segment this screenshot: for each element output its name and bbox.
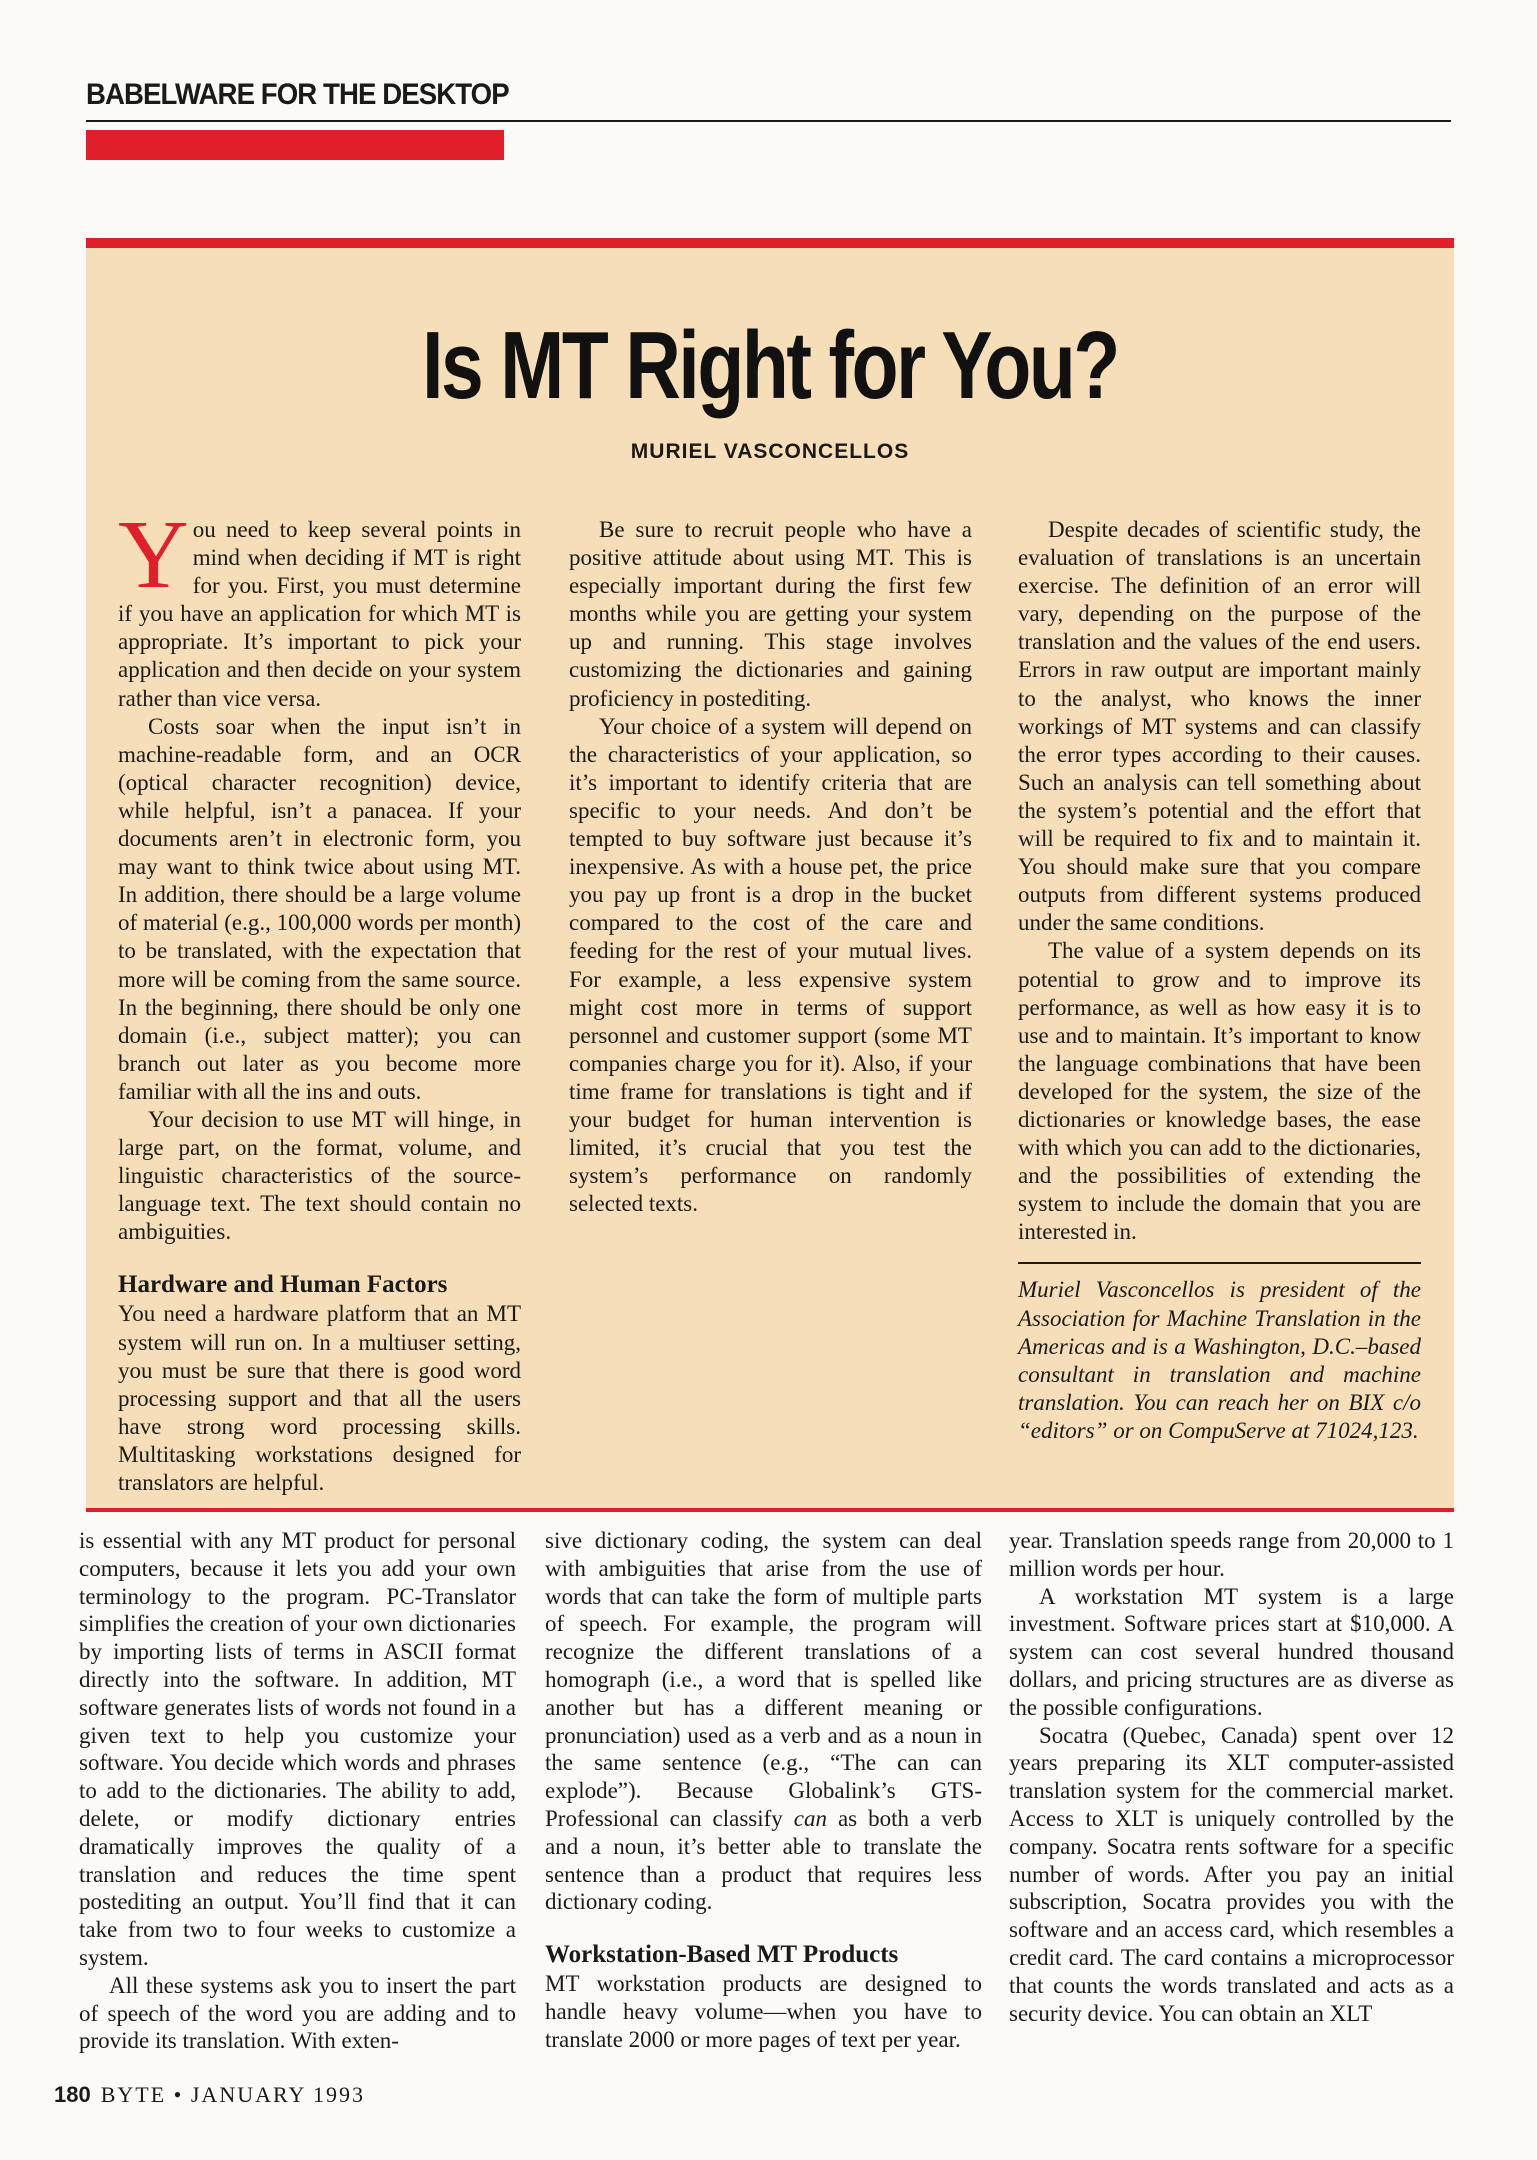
- body-paragraph: is essential with any MT product for personal computers, because it lets you add your own terminology to the program. PC-Translator simplifies the creation of your own dictionaries by importing lists of terms in ASCII format directly into the software. In addition, MT software generates lists of words not found in a given text to help you customize your software. You decide which words and phrases to add to the dictionaries. The ability to add, delete, or modify dictionary entries dramatically improves the quality of a translation and reduces the time spent postediting an output. You’ll find that it can take from two to four weeks to customize a system.: [79, 1528, 516, 1970]
- sidebar-paragraph: Costs soar when the input isn’t in machine-readable form, and an OCR (optical character recognition) device, while helpful, isn’t a panacea. If your documents aren’t in electronic form, you may want to think twice about using MT. In addition, there should be a large volume of material (e.g., 100,000 words per month) to be translated, with the expectation that more will be coming from the same source. In the beginning, there should be only one domain (i.e., subject matter); you can branch out later as you become more familiar with all the ins and outs.: [118, 713, 521, 1104]
- sidebar-paragraph: You need a hardware platform that an MT system will run on. In a multiuser setting, you must be sure that there is good word processing support and that all the users have strong word processing skills. Multitasking workstations designed for translators are helpful.: [118, 1301, 521, 1495]
- body-paragraph: All these systems ask you to insert the part of speech of the word you are adding and to provide its translation. With exten-: [79, 1972, 516, 2054]
- sidebar-paragraph: Your decision to use MT will hinge, in large part, on the format, volume, and linguistic characteristics of the source-language text. The text should contain no ambiguities.: [118, 1106, 521, 1245]
- magazine-name: BYTE: [100, 2082, 167, 2107]
- issue-date: JANUARY 1993: [190, 2082, 366, 2107]
- sidebar-box: [86, 238, 1454, 1512]
- sidebar-byline: MURIEL VASCONCELLOS: [630, 440, 910, 463]
- body-paragraph: Socatra (Quebec, Canada) spent over 12 years preparing its XLT computer-assisted translation system for the commercial market. Access to XLT is uniquely controlled by the company. Socatra rents software for a specific number of words. After you pay an initial subscription, Socatra provides you with the software and an access card, which resembles a credit card. The card contains a microprocessor that counts the words translated and acts as a security device. You can obtain an XLT: [1009, 1722, 1454, 2026]
- bio-divider: [1018, 1262, 1421, 1264]
- author-bio: Muriel Vasconcellos is president of the Association for Machine Translation in the Americas and is a Washington, D.C.–based consultant in translation and machine translation. You can reach her on BIX c/o “editors” or on CompuServe at 71024,123.: [1018, 1277, 1421, 1443]
- body-column-1: [79, 1527, 516, 2055]
- drop-cap: Y: [118, 501, 189, 609]
- sidebar-paragraph: Be sure to recruit people who have a positive attitude about using MT. This is especially important during the first few months while you are getting your system up and running. This stage involves customizing the dictionaries and gaining proficiency in postediting.: [569, 517, 972, 711]
- page-number: 180: [54, 2082, 91, 2107]
- sidebar-paragraph: The value of a system depends on its potential to grow and to improve its performance, as well as how easy it is to use and to maintain. It’s important to know the language combinations that have been developed for the system, the size of the dictionaries or knowledge bases, the ease with which you can add to the dictionaries, and the possibilities of extending the system to include the domain that you are interested in.: [1018, 938, 1421, 1245]
- body-column-3: [1009, 1527, 1454, 2027]
- emphasis-word: can: [793, 1805, 827, 1831]
- sidebar-paragraph: Your choice of a system will depend on the characteristics of your application, so it’s important to identify criteria that are specific to your needs. And don’t be tempted to buy software just because it’s inexpensive. As with a house pet, the price you pay up front is a drop in the bucket compared to the cost of the care and feeding for the rest of your mutual lives. For example, a less expensive system might cost more in terms of support personnel and customer support (some MT companies charge you for it). Also, if your time frame for translations is tight and if your budget for human intervention is limited, it’s crucial that you test the system’s performance on randomly selected texts.: [569, 713, 972, 1217]
- footer-separator: •: [173, 2082, 184, 2107]
- body-paragraph: MT workstation products are designed to handle heavy volume—when you have to translate 2000 or more pages of text per year.: [545, 1971, 982, 2052]
- section-color-bar: [86, 130, 504, 160]
- section-label: BABELWARE FOR THE DESKTOP: [86, 78, 509, 111]
- body-paragraph: A workstation MT system is a large investment. Software prices start at $10,000. A system can cost several hundred thousand dollars, and pricing structures are as diverse as the possible configurations.: [1009, 1583, 1454, 1720]
- body-subhead: Workstation-Based MT Products: [545, 1941, 899, 1969]
- body-column-2: [545, 1527, 982, 2054]
- sidebar-column-3: [1018, 516, 1421, 1445]
- sidebar-title: Is MT Right for You?: [422, 312, 1118, 419]
- header-rule: [86, 120, 1451, 122]
- sidebar-subhead: Hardware and Human Factors: [118, 1271, 448, 1299]
- body-paragraph: year. Translation speeds range from 20,000 to 1 million words per hour.: [1009, 1528, 1454, 1581]
- body-paragraph: sive dictionary coding, the system can deal with ambiguities that arise from the use of words that can take the form of multiple parts of speech. For example, the program will recognize the different translations of a homograph (i.e., a word that is spelled like another but has a different meaning or pronunciation) used as a verb and as a noun in the same sentence (e.g., “The can can explode”). Because Globalink’s GTS-Professional can classify can as both a verb and a noun, it’s better able to translate the sentence than a product that requires less dictionary coding.: [545, 1528, 982, 1915]
- sidebar-column-2: [569, 516, 972, 1218]
- sidebar-paragraph: Despite decades of scientific study, the evaluation of translations is an uncertain exercise. The definition of an error will vary, depending on the purpose of the translation and the values of the end users. Errors in raw output are important mainly to the analyst, who knows the inner workings of MT systems and can classify the error types according to their causes. Such an analysis can tell something about the system’s potential and the effort that will be required to fix and to maintain it. You should make sure that you compare outputs from different systems produced under the same conditions.: [1018, 517, 1421, 936]
- sidebar-column-1: [118, 501, 521, 1497]
- page-footer: [54, 2082, 365, 2108]
- sidebar-paragraph: You need to keep several points in mind when deciding if MT is right for you. First, you must determine if you have an application for which MT is appropriate. It’s important to pick your application and then decide on your system rather than vice versa.: [118, 501, 521, 711]
